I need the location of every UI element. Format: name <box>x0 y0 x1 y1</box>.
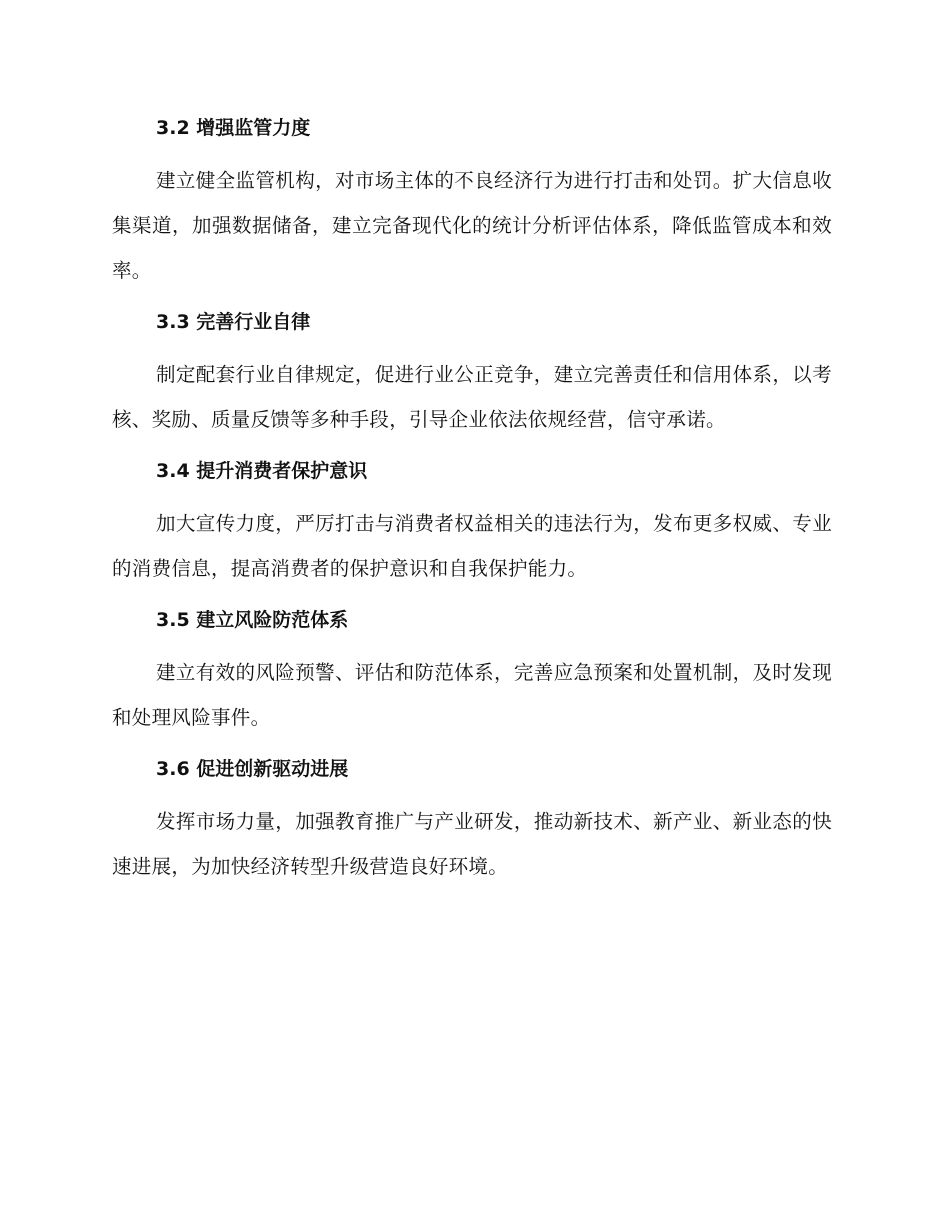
section-heading: 3.4 提升消费者保护意识 <box>156 460 368 482</box>
section-paragraph: 加大宣传力度，严厉打击与消费者权益相关的违法行为，发布更多权威、专业的消费信息，提高消费者的保护意识和自我保护能力。 <box>112 512 832 580</box>
section-3-2 <box>112 112 832 293</box>
section-heading: 3.5 建立风险防范体系 <box>156 609 349 631</box>
section-paragraph: 建立有效的风险预警、评估和防范体系，完善应急预案和处置机制，及时发现和处理风险事件。 <box>112 661 832 729</box>
section-paragraph: 建立健全监管机构，对市场主体的不良经济行为进行打击和处罚。扩大信息收集渠道，加强数据储备，建立完备现代化的统计分析评估体系，降低监管成本和效率。 <box>112 169 832 282</box>
section-paragraph: 发挥市场力量，加强教育推广与产业研发，推动新技术、新产业、新业态的快速进展，为加快经济转型升级营造良好环境。 <box>112 810 832 878</box>
section-3-3 <box>112 306 832 442</box>
section-heading: 3.3 完善行业自律 <box>156 311 311 333</box>
section-heading: 3.2 增强监管力度 <box>156 117 311 139</box>
section-paragraph: 制定配套行业自律规定，促进行业公正竞争，建立完善责任和信用体系，以考核、奖励、质量反馈等多种手段，引导企业依法依规经营，信守承诺。 <box>112 363 832 431</box>
section-heading: 3.6 促进创新驱动进展 <box>156 758 349 780</box>
section-3-6 <box>112 753 832 889</box>
section-3-5 <box>112 604 832 740</box>
section-3-4 <box>112 455 832 591</box>
